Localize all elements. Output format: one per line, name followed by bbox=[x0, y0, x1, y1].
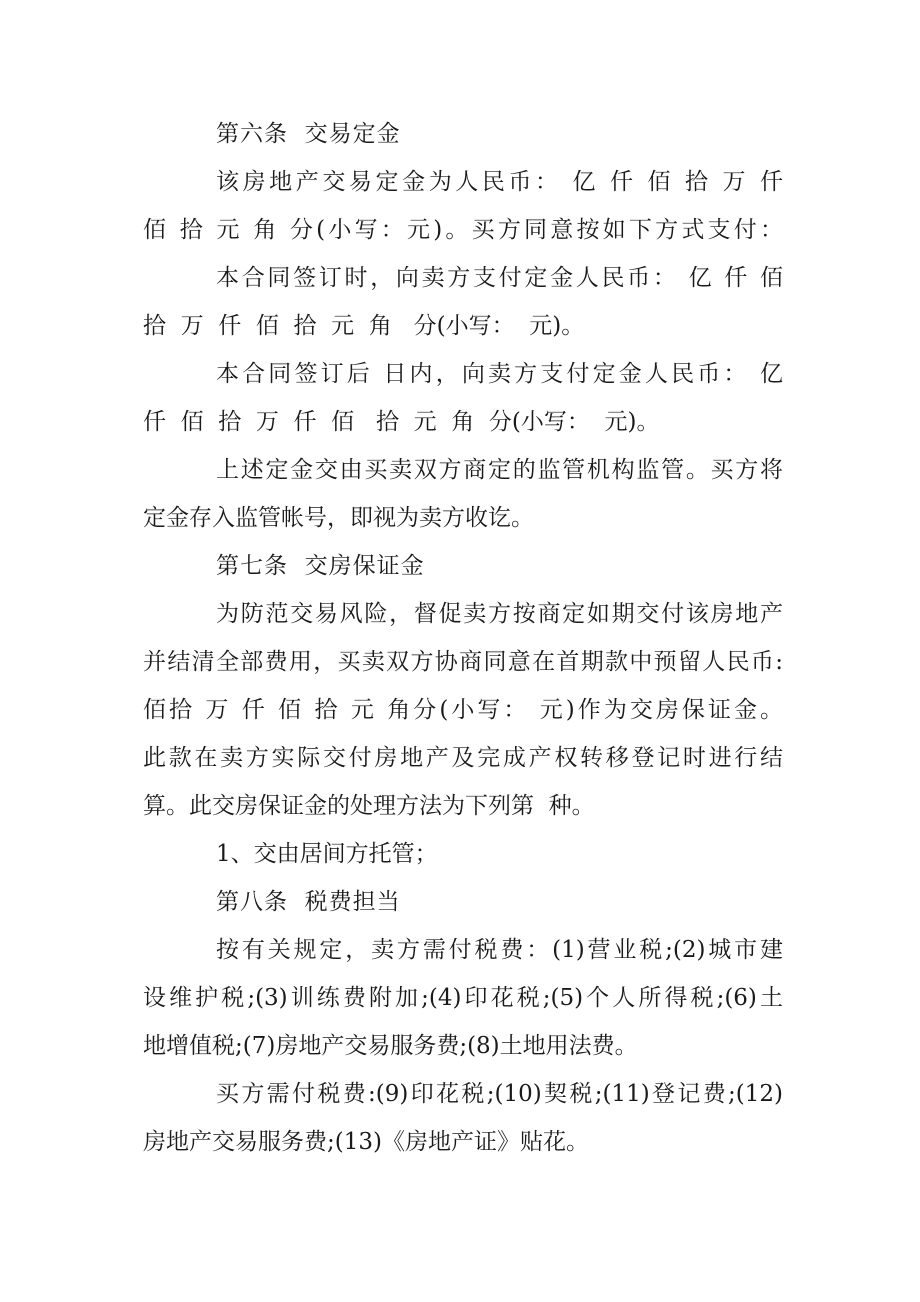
seller-tax-line-2: 设维护税;(3)训练费附加;(4)印花税;(5)个人所得税;(6)土 bbox=[143, 985, 783, 1011]
signing-payment-line-2: 拾 万 仟 佰 拾 元 角 分(小写： 元)。 bbox=[143, 313, 585, 339]
article-6-heading: 第六条 交易定金 bbox=[216, 121, 401, 147]
seller-tax-line-3: 地增值税;(7)房地产交易服务费;(8)土地用法费。 bbox=[143, 1033, 638, 1059]
deposit-amount-line-1: 该房地产交易定金为人民币： 亿 仟 佰 拾 万 仟 bbox=[216, 169, 783, 195]
contract-body bbox=[143, 110, 783, 1166]
guarantee-line-4: 此款在卖方实际交付房地产及完成产权转移登记时进行结 bbox=[143, 745, 783, 771]
escrow-line-2: 定金存入监管帐号，即视为卖方收讫。 bbox=[143, 505, 534, 531]
escrow-line-1: 上述定金交由买卖双方商定的监管机构监管。买方将 bbox=[216, 457, 783, 483]
guarantee-line-5: 算。此交房保证金的处理方法为下列第 种。 bbox=[143, 793, 595, 819]
post-signing-payment-line-1: 本合同签订后 日内，向卖方支付定金人民币： 亿 bbox=[216, 361, 783, 387]
seller-tax-line-1: 按有关规定，卖方需付税费：(1)营业税;(2)城市建 bbox=[216, 937, 783, 963]
buyer-tax-line-1: 买方需付税费:(9)印花税;(10)契税;(11)登记费;(12) bbox=[216, 1081, 783, 1107]
deposit-amount-line-2: 佰 拾 元 角 分(小写：元)。买方同意按如下方式支付： bbox=[143, 217, 783, 243]
post-signing-payment-line-2: 仟 佰 拾 万 仟 佰 拾 元 角 分(小写： 元)。 bbox=[143, 409, 660, 435]
article-7-heading: 第七条 交房保证金 bbox=[216, 553, 425, 579]
article-8-heading: 第八条 税费担当 bbox=[216, 889, 401, 915]
buyer-tax-line-2: 房地产交易服务费;(13)《房地产证》贴花。 bbox=[143, 1129, 589, 1155]
guarantee-option-1: 1、交由居间方托管； bbox=[216, 841, 438, 867]
guarantee-line-1: 为防范交易风险，督促卖方按商定如期交付该房地产 bbox=[216, 601, 783, 627]
guarantee-line-2: 并结清全部费用，买卖双方协商同意在首期款中预留人民币: bbox=[143, 649, 783, 675]
signing-payment-line-1: 本合同签订时，向卖方支付定金人民币： 亿 仟 佰 bbox=[216, 265, 783, 291]
guarantee-line-3: 佰拾 万 仟 佰 拾 元 角分(小写： 元)作为交房保证金。 bbox=[143, 697, 783, 723]
